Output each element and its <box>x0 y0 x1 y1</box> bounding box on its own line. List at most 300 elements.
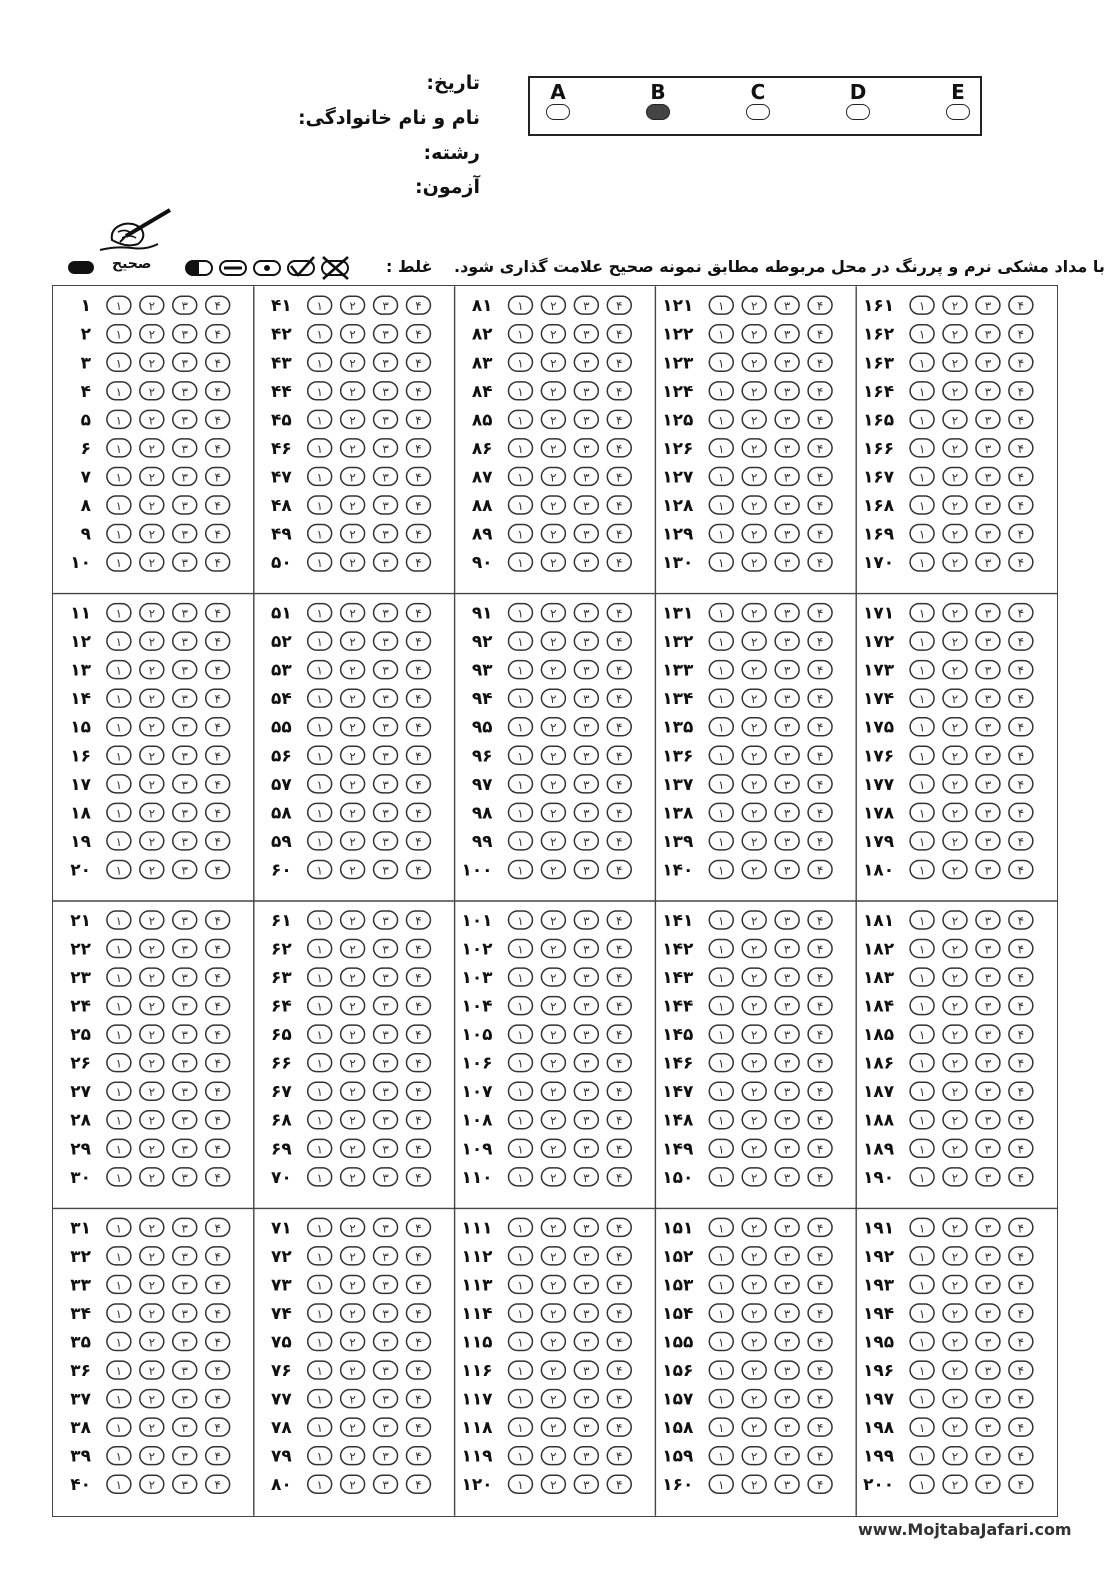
answer-bubble-74-2[interactable] <box>341 1304 365 1322</box>
answer-bubble-113-2[interactable] <box>541 1275 565 1293</box>
answer-bubble-108-3[interactable] <box>574 1111 598 1129</box>
answer-bubble-178-1[interactable] <box>910 803 934 821</box>
answer-bubble-102-3[interactable] <box>574 940 598 958</box>
answer-bubble-109-1[interactable] <box>508 1139 532 1157</box>
answer-bubble-58-2[interactable] <box>341 803 365 821</box>
answer-bubble-191-2[interactable] <box>943 1218 967 1236</box>
answer-bubble-14-2[interactable] <box>140 689 164 707</box>
answer-bubble-149-4[interactable] <box>808 1139 832 1157</box>
answer-bubble-82-1[interactable] <box>508 325 532 343</box>
answer-bubble-176-2[interactable] <box>943 746 967 764</box>
answer-bubble-37-1[interactable] <box>107 1390 131 1408</box>
answer-bubble-90-2[interactable] <box>541 553 565 571</box>
answer-bubble-182-1[interactable] <box>910 940 934 958</box>
answer-bubble-189-1[interactable] <box>910 1139 934 1157</box>
answer-bubble-50-4[interactable] <box>406 553 430 571</box>
answer-bubble-161-3[interactable] <box>976 296 1000 314</box>
answer-bubble-15-3[interactable] <box>173 718 197 736</box>
answer-bubble-3-1[interactable] <box>107 353 131 371</box>
answer-bubble-56-4[interactable] <box>406 746 430 764</box>
answer-bubble-152-1[interactable] <box>709 1247 733 1265</box>
answer-bubble-85-2[interactable] <box>541 410 565 428</box>
answer-bubble-7-3[interactable] <box>173 467 197 485</box>
answer-bubble-45-3[interactable] <box>374 410 398 428</box>
answer-bubble-17-3[interactable] <box>173 775 197 793</box>
answer-bubble-50-2[interactable] <box>341 553 365 571</box>
answer-bubble-54-4[interactable] <box>406 689 430 707</box>
answer-bubble-6-2[interactable] <box>140 439 164 457</box>
answer-bubble-146-3[interactable] <box>775 1054 799 1072</box>
answer-bubble-197-4[interactable] <box>1009 1390 1033 1408</box>
answer-bubble-86-1[interactable] <box>508 439 532 457</box>
answer-bubble-24-2[interactable] <box>140 997 164 1015</box>
answer-bubble-55-4[interactable] <box>406 718 430 736</box>
answer-bubble-164-4[interactable] <box>1009 382 1033 400</box>
answer-bubble-165-2[interactable] <box>943 410 967 428</box>
answer-bubble-94-3[interactable] <box>574 689 598 707</box>
answer-bubble-177-2[interactable] <box>943 775 967 793</box>
answer-bubble-140-1[interactable] <box>709 860 733 878</box>
answer-bubble-190-4[interactable] <box>1009 1168 1033 1186</box>
answer-bubble-105-2[interactable] <box>541 1025 565 1043</box>
answer-bubble-159-2[interactable] <box>742 1447 766 1465</box>
answer-bubble-102-2[interactable] <box>541 940 565 958</box>
answer-bubble-143-2[interactable] <box>742 968 766 986</box>
answer-bubble-77-3[interactable] <box>374 1390 398 1408</box>
answer-bubble-84-1[interactable] <box>508 382 532 400</box>
answer-bubble-40-2[interactable] <box>140 1475 164 1493</box>
answer-bubble-146-4[interactable] <box>808 1054 832 1072</box>
answer-bubble-124-4[interactable] <box>808 382 832 400</box>
answer-bubble-107-4[interactable] <box>607 1082 631 1100</box>
answer-bubble-169-4[interactable] <box>1009 525 1033 543</box>
answer-bubble-142-4[interactable] <box>808 940 832 958</box>
version-option-d[interactable] <box>843 80 873 120</box>
answer-bubble-173-3[interactable] <box>976 661 1000 679</box>
answer-bubble-58-1[interactable] <box>308 803 332 821</box>
answer-bubble-166-2[interactable] <box>943 439 967 457</box>
answer-bubble-35-1[interactable] <box>107 1333 131 1351</box>
answer-bubble-48-1[interactable] <box>308 496 332 514</box>
answer-bubble-68-1[interactable] <box>308 1111 332 1129</box>
answer-bubble-16-4[interactable] <box>206 746 230 764</box>
answer-bubble-115-1[interactable] <box>508 1333 532 1351</box>
answer-bubble-188-2[interactable] <box>943 1111 967 1129</box>
answer-bubble-200-4[interactable] <box>1009 1475 1033 1493</box>
answer-bubble-161-2[interactable] <box>943 296 967 314</box>
answer-bubble-71-3[interactable] <box>374 1218 398 1236</box>
answer-bubble-180-2[interactable] <box>943 860 967 878</box>
answer-bubble-88-3[interactable] <box>574 496 598 514</box>
answer-bubble-155-3[interactable] <box>775 1333 799 1351</box>
version-bubble[interactable] <box>946 104 970 120</box>
answer-bubble-170-3[interactable] <box>976 553 1000 571</box>
answer-bubble-182-4[interactable] <box>1009 940 1033 958</box>
answer-bubble-175-4[interactable] <box>1009 718 1033 736</box>
answer-bubble-107-2[interactable] <box>541 1082 565 1100</box>
answer-bubble-18-3[interactable] <box>173 803 197 821</box>
answer-bubble-86-4[interactable] <box>607 439 631 457</box>
answer-bubble-190-1[interactable] <box>910 1168 934 1186</box>
answer-bubble-64-1[interactable] <box>308 997 332 1015</box>
answer-bubble-144-3[interactable] <box>775 997 799 1015</box>
answer-bubble-5-4[interactable] <box>206 410 230 428</box>
answer-bubble-129-1[interactable] <box>709 525 733 543</box>
answer-bubble-194-1[interactable] <box>910 1304 934 1322</box>
answer-bubble-117-4[interactable] <box>607 1390 631 1408</box>
answer-bubble-76-3[interactable] <box>374 1361 398 1379</box>
answer-bubble-127-4[interactable] <box>808 467 832 485</box>
answer-bubble-81-4[interactable] <box>607 296 631 314</box>
answer-bubble-53-3[interactable] <box>374 661 398 679</box>
answer-bubble-111-3[interactable] <box>574 1218 598 1236</box>
answer-bubble-20-1[interactable] <box>107 860 131 878</box>
answer-bubble-171-4[interactable] <box>1009 604 1033 622</box>
answer-bubble-172-2[interactable] <box>943 632 967 650</box>
answer-bubble-183-2[interactable] <box>943 968 967 986</box>
answer-bubble-135-4[interactable] <box>808 718 832 736</box>
answer-bubble-153-4[interactable] <box>808 1275 832 1293</box>
answer-bubble-10-2[interactable] <box>140 553 164 571</box>
answer-bubble-81-2[interactable] <box>541 296 565 314</box>
answer-bubble-31-3[interactable] <box>173 1218 197 1236</box>
answer-bubble-88-4[interactable] <box>607 496 631 514</box>
answer-bubble-181-3[interactable] <box>976 911 1000 929</box>
answer-bubble-7-4[interactable] <box>206 467 230 485</box>
answer-bubble-145-3[interactable] <box>775 1025 799 1043</box>
answer-bubble-13-2[interactable] <box>140 661 164 679</box>
answer-bubble-26-2[interactable] <box>140 1054 164 1072</box>
answer-bubble-183-1[interactable] <box>910 968 934 986</box>
answer-bubble-45-1[interactable] <box>308 410 332 428</box>
answer-bubble-172-3[interactable] <box>976 632 1000 650</box>
answer-bubble-42-2[interactable] <box>341 325 365 343</box>
answer-bubble-128-2[interactable] <box>742 496 766 514</box>
answer-bubble-181-2[interactable] <box>943 911 967 929</box>
answer-bubble-42-4[interactable] <box>406 325 430 343</box>
answer-bubble-171-3[interactable] <box>976 604 1000 622</box>
answer-bubble-158-1[interactable] <box>709 1418 733 1436</box>
answer-bubble-25-2[interactable] <box>140 1025 164 1043</box>
answer-bubble-65-2[interactable] <box>341 1025 365 1043</box>
answer-bubble-44-1[interactable] <box>308 382 332 400</box>
answer-bubble-191-3[interactable] <box>976 1218 1000 1236</box>
answer-bubble-119-4[interactable] <box>607 1447 631 1465</box>
answer-bubble-29-3[interactable] <box>173 1139 197 1157</box>
answer-bubble-62-3[interactable] <box>374 940 398 958</box>
answer-bubble-32-2[interactable] <box>140 1247 164 1265</box>
answer-bubble-87-2[interactable] <box>541 467 565 485</box>
answer-bubble-129-4[interactable] <box>808 525 832 543</box>
answer-bubble-41-1[interactable] <box>308 296 332 314</box>
answer-bubble-168-4[interactable] <box>1009 496 1033 514</box>
answer-bubble-99-2[interactable] <box>541 832 565 850</box>
answer-bubble-104-3[interactable] <box>574 997 598 1015</box>
answer-bubble-188-1[interactable] <box>910 1111 934 1129</box>
answer-bubble-108-1[interactable] <box>508 1111 532 1129</box>
answer-bubble-98-3[interactable] <box>574 803 598 821</box>
answer-bubble-15-4[interactable] <box>206 718 230 736</box>
answer-bubble-132-2[interactable] <box>742 632 766 650</box>
answer-bubble-35-4[interactable] <box>206 1333 230 1351</box>
answer-bubble-71-4[interactable] <box>406 1218 430 1236</box>
answer-bubble-15-1[interactable] <box>107 718 131 736</box>
answer-bubble-157-4[interactable] <box>808 1390 832 1408</box>
answer-bubble-33-3[interactable] <box>173 1275 197 1293</box>
answer-bubble-140-4[interactable] <box>808 860 832 878</box>
answer-bubble-65-4[interactable] <box>406 1025 430 1043</box>
answer-bubble-95-3[interactable] <box>574 718 598 736</box>
answer-bubble-58-3[interactable] <box>374 803 398 821</box>
answer-bubble-4-3[interactable] <box>173 382 197 400</box>
answer-bubble-135-1[interactable] <box>709 718 733 736</box>
answer-bubble-11-3[interactable] <box>173 604 197 622</box>
answer-bubble-38-1[interactable] <box>107 1418 131 1436</box>
answer-bubble-56-2[interactable] <box>341 746 365 764</box>
answer-bubble-106-4[interactable] <box>607 1054 631 1072</box>
answer-bubble-24-1[interactable] <box>107 997 131 1015</box>
answer-bubble-188-3[interactable] <box>976 1111 1000 1129</box>
answer-bubble-168-1[interactable] <box>910 496 934 514</box>
answer-bubble-139-3[interactable] <box>775 832 799 850</box>
answer-bubble-150-3[interactable] <box>775 1168 799 1186</box>
answer-bubble-108-2[interactable] <box>541 1111 565 1129</box>
answer-bubble-42-3[interactable] <box>374 325 398 343</box>
answer-bubble-144-4[interactable] <box>808 997 832 1015</box>
answer-bubble-1-4[interactable] <box>206 296 230 314</box>
answer-bubble-93-1[interactable] <box>508 661 532 679</box>
answer-bubble-120-4[interactable] <box>607 1475 631 1493</box>
answer-bubble-11-4[interactable] <box>206 604 230 622</box>
answer-bubble-60-3[interactable] <box>374 860 398 878</box>
answer-bubble-30-2[interactable] <box>140 1168 164 1186</box>
answer-bubble-58-4[interactable] <box>406 803 430 821</box>
answer-bubble-97-3[interactable] <box>574 775 598 793</box>
answer-bubble-22-3[interactable] <box>173 940 197 958</box>
answer-bubble-145-2[interactable] <box>742 1025 766 1043</box>
answer-bubble-168-2[interactable] <box>943 496 967 514</box>
answer-bubble-197-1[interactable] <box>910 1390 934 1408</box>
answer-bubble-22-1[interactable] <box>107 940 131 958</box>
answer-bubble-72-2[interactable] <box>341 1247 365 1265</box>
answer-bubble-184-1[interactable] <box>910 997 934 1015</box>
answer-bubble-170-4[interactable] <box>1009 553 1033 571</box>
answer-bubble-123-3[interactable] <box>775 353 799 371</box>
answer-bubble-130-4[interactable] <box>808 553 832 571</box>
answer-bubble-148-4[interactable] <box>808 1111 832 1129</box>
answer-bubble-75-4[interactable] <box>406 1333 430 1351</box>
answer-bubble-70-3[interactable] <box>374 1168 398 1186</box>
answer-bubble-95-4[interactable] <box>607 718 631 736</box>
answer-bubble-39-2[interactable] <box>140 1447 164 1465</box>
answer-bubble-199-4[interactable] <box>1009 1447 1033 1465</box>
answer-bubble-150-2[interactable] <box>742 1168 766 1186</box>
answer-bubble-83-3[interactable] <box>574 353 598 371</box>
version-bubble-filled[interactable] <box>646 104 670 120</box>
answer-bubble-92-3[interactable] <box>574 632 598 650</box>
answer-bubble-104-4[interactable] <box>607 997 631 1015</box>
answer-bubble-36-3[interactable] <box>173 1361 197 1379</box>
answer-bubble-177-1[interactable] <box>910 775 934 793</box>
answer-bubble-111-4[interactable] <box>607 1218 631 1236</box>
answer-bubble-122-3[interactable] <box>775 325 799 343</box>
answer-bubble-126-2[interactable] <box>742 439 766 457</box>
answer-bubble-18-4[interactable] <box>206 803 230 821</box>
answer-bubble-72-4[interactable] <box>406 1247 430 1265</box>
answer-bubble-47-2[interactable] <box>341 467 365 485</box>
answer-bubble-52-1[interactable] <box>308 632 332 650</box>
answer-bubble-194-4[interactable] <box>1009 1304 1033 1322</box>
answer-bubble-113-1[interactable] <box>508 1275 532 1293</box>
answer-bubble-69-4[interactable] <box>406 1139 430 1157</box>
answer-bubble-144-2[interactable] <box>742 997 766 1015</box>
answer-bubble-69-1[interactable] <box>308 1139 332 1157</box>
answer-bubble-106-1[interactable] <box>508 1054 532 1072</box>
answer-bubble-124-3[interactable] <box>775 382 799 400</box>
answer-bubble-143-3[interactable] <box>775 968 799 986</box>
answer-bubble-79-4[interactable] <box>406 1447 430 1465</box>
answer-bubble-95-2[interactable] <box>541 718 565 736</box>
answer-bubble-106-3[interactable] <box>574 1054 598 1072</box>
answer-bubble-118-4[interactable] <box>607 1418 631 1436</box>
answer-bubble-61-1[interactable] <box>308 911 332 929</box>
answer-bubble-190-2[interactable] <box>943 1168 967 1186</box>
answer-bubble-23-4[interactable] <box>206 968 230 986</box>
answer-bubble-9-3[interactable] <box>173 525 197 543</box>
answer-bubble-66-2[interactable] <box>341 1054 365 1072</box>
answer-bubble-135-2[interactable] <box>742 718 766 736</box>
answer-bubble-8-2[interactable] <box>140 496 164 514</box>
answer-bubble-55-3[interactable] <box>374 718 398 736</box>
answer-bubble-166-3[interactable] <box>976 439 1000 457</box>
answer-bubble-194-2[interactable] <box>943 1304 967 1322</box>
answer-bubble-186-3[interactable] <box>976 1054 1000 1072</box>
answer-bubble-7-2[interactable] <box>140 467 164 485</box>
answer-bubble-49-2[interactable] <box>341 525 365 543</box>
answer-bubble-127-3[interactable] <box>775 467 799 485</box>
answer-bubble-159-4[interactable] <box>808 1447 832 1465</box>
answer-bubble-94-1[interactable] <box>508 689 532 707</box>
answer-bubble-74-3[interactable] <box>374 1304 398 1322</box>
answer-bubble-25-3[interactable] <box>173 1025 197 1043</box>
answer-bubble-186-1[interactable] <box>910 1054 934 1072</box>
answer-bubble-105-3[interactable] <box>574 1025 598 1043</box>
answer-bubble-52-3[interactable] <box>374 632 398 650</box>
answer-bubble-126-1[interactable] <box>709 439 733 457</box>
answer-bubble-167-4[interactable] <box>1009 467 1033 485</box>
answer-bubble-155-4[interactable] <box>808 1333 832 1351</box>
answer-bubble-60-1[interactable] <box>308 860 332 878</box>
answer-bubble-164-3[interactable] <box>976 382 1000 400</box>
answer-bubble-119-1[interactable] <box>508 1447 532 1465</box>
answer-bubble-33-4[interactable] <box>206 1275 230 1293</box>
answer-bubble-174-2[interactable] <box>943 689 967 707</box>
answer-bubble-123-2[interactable] <box>742 353 766 371</box>
answer-bubble-186-2[interactable] <box>943 1054 967 1072</box>
answer-bubble-71-1[interactable] <box>308 1218 332 1236</box>
answer-bubble-30-4[interactable] <box>206 1168 230 1186</box>
answer-bubble-33-2[interactable] <box>140 1275 164 1293</box>
answer-bubble-117-3[interactable] <box>574 1390 598 1408</box>
answer-bubble-136-4[interactable] <box>808 746 832 764</box>
answer-bubble-1-1[interactable] <box>107 296 131 314</box>
answer-bubble-101-1[interactable] <box>508 911 532 929</box>
answer-bubble-47-1[interactable] <box>308 467 332 485</box>
answer-bubble-172-4[interactable] <box>1009 632 1033 650</box>
answer-bubble-99-4[interactable] <box>607 832 631 850</box>
answer-bubble-10-1[interactable] <box>107 553 131 571</box>
answer-bubble-44-2[interactable] <box>341 382 365 400</box>
answer-bubble-148-1[interactable] <box>709 1111 733 1129</box>
answer-bubble-200-1[interactable] <box>910 1475 934 1493</box>
answer-bubble-160-2[interactable] <box>742 1475 766 1493</box>
answer-bubble-167-1[interactable] <box>910 467 934 485</box>
answer-bubble-3-3[interactable] <box>173 353 197 371</box>
answer-bubble-11-2[interactable] <box>140 604 164 622</box>
answer-bubble-28-1[interactable] <box>107 1111 131 1129</box>
answer-bubble-34-2[interactable] <box>140 1304 164 1322</box>
answer-bubble-2-1[interactable] <box>107 325 131 343</box>
answer-bubble-93-4[interactable] <box>607 661 631 679</box>
answer-bubble-156-1[interactable] <box>709 1361 733 1379</box>
answer-bubble-154-4[interactable] <box>808 1304 832 1322</box>
answer-bubble-114-1[interactable] <box>508 1304 532 1322</box>
answer-bubble-116-2[interactable] <box>541 1361 565 1379</box>
answer-bubble-87-4[interactable] <box>607 467 631 485</box>
answer-bubble-181-4[interactable] <box>1009 911 1033 929</box>
answer-bubble-196-3[interactable] <box>976 1361 1000 1379</box>
answer-bubble-12-4[interactable] <box>206 632 230 650</box>
answer-bubble-52-2[interactable] <box>341 632 365 650</box>
answer-bubble-164-2[interactable] <box>943 382 967 400</box>
answer-bubble-119-2[interactable] <box>541 1447 565 1465</box>
answer-bubble-27-2[interactable] <box>140 1082 164 1100</box>
answer-bubble-57-1[interactable] <box>308 775 332 793</box>
answer-bubble-112-1[interactable] <box>508 1247 532 1265</box>
answer-bubble-40-4[interactable] <box>206 1475 230 1493</box>
answer-bubble-168-3[interactable] <box>976 496 1000 514</box>
answer-bubble-57-3[interactable] <box>374 775 398 793</box>
answer-bubble-89-1[interactable] <box>508 525 532 543</box>
answer-bubble-96-1[interactable] <box>508 746 532 764</box>
answer-bubble-72-3[interactable] <box>374 1247 398 1265</box>
answer-bubble-41-2[interactable] <box>341 296 365 314</box>
answer-bubble-103-1[interactable] <box>508 968 532 986</box>
answer-bubble-143-1[interactable] <box>709 968 733 986</box>
answer-bubble-100-1[interactable] <box>508 860 532 878</box>
answer-bubble-45-4[interactable] <box>406 410 430 428</box>
answer-bubble-21-4[interactable] <box>206 911 230 929</box>
answer-bubble-169-1[interactable] <box>910 525 934 543</box>
answer-bubble-55-2[interactable] <box>341 718 365 736</box>
answer-bubble-176-1[interactable] <box>910 746 934 764</box>
answer-bubble-75-1[interactable] <box>308 1333 332 1351</box>
answer-bubble-28-2[interactable] <box>140 1111 164 1129</box>
answer-bubble-10-3[interactable] <box>173 553 197 571</box>
answer-bubble-80-2[interactable] <box>341 1475 365 1493</box>
answer-bubble-130-2[interactable] <box>742 553 766 571</box>
answer-bubble-170-2[interactable] <box>943 553 967 571</box>
answer-bubble-50-3[interactable] <box>374 553 398 571</box>
answer-bubble-19-2[interactable] <box>140 832 164 850</box>
answer-bubble-134-2[interactable] <box>742 689 766 707</box>
answer-bubble-2-4[interactable] <box>206 325 230 343</box>
answer-bubble-64-4[interactable] <box>406 997 430 1015</box>
answer-bubble-49-3[interactable] <box>374 525 398 543</box>
answer-bubble-76-1[interactable] <box>308 1361 332 1379</box>
version-option-e[interactable] <box>943 80 973 120</box>
answer-bubble-69-2[interactable] <box>341 1139 365 1157</box>
